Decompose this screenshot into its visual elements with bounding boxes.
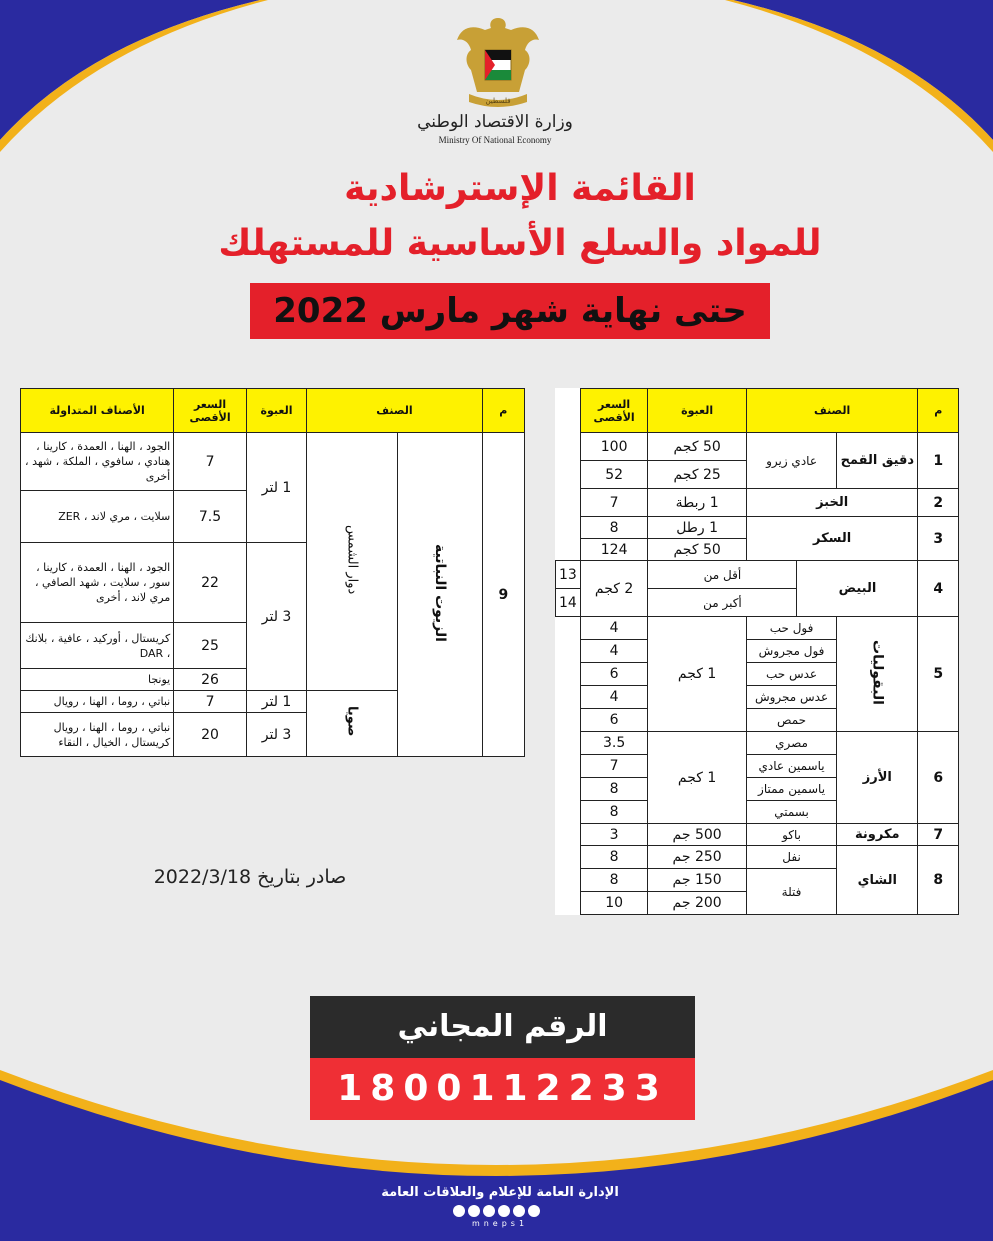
item-price: 100 [580, 433, 648, 461]
item-type: فتلة [746, 869, 836, 915]
item-brands: سلايت ، مري لاند ، ZER [21, 491, 174, 543]
item-type: أقل من [648, 561, 797, 589]
item-name: الأرز [837, 732, 918, 824]
row-num: 6 [918, 732, 959, 824]
item-brands: الجود ، الهنا ، العمدة ، كارينا ، هنادي ، سافوي ، الملكة ، شهد ، أخرى [21, 433, 174, 491]
item-package: 500 جم [648, 824, 746, 846]
header-item: الصنف [307, 389, 482, 433]
row-num: 1 [918, 433, 959, 489]
item-brands: نباتي ، روما ، الهنا ، رويال كريستال ، الخيال ، النقاء [21, 713, 174, 757]
item-price: 7 [174, 691, 247, 713]
item-type: باكو [746, 824, 836, 846]
item-brands: الجود ، الهنا ، العمدة ، كارينا ، سور ، سلايت ، شهد الصافي ، مري لاند ، أخرى [21, 543, 174, 623]
header-num: م [918, 389, 959, 433]
row-num: 5 [918, 617, 959, 732]
header-max-price: السعر الأقصى [580, 389, 648, 433]
sunflower-cell [307, 433, 398, 691]
svg-text:فلسطين: فلسطين [485, 97, 511, 105]
item-price: 13 [556, 561, 581, 589]
period-banner: حتى نهاية شهر مارس 2022 [250, 283, 770, 339]
web-icon[interactable] [528, 1205, 540, 1217]
item-price: 14 [556, 589, 581, 617]
item-package: 50 كجم [648, 539, 746, 561]
item-name-vertical [837, 617, 918, 732]
page-title-line2: للمواد والسلع الأساسية للمستهلك [218, 223, 822, 264]
issue-date: صادر بتاريخ 2022/3/18 [153, 866, 347, 888]
item-type: ياسمين ممتاز [746, 778, 836, 801]
telegram-icon[interactable] [453, 1205, 465, 1217]
item-brands: نباتي ، روما ، الهنا ، رويال [21, 691, 174, 713]
item-price: 10 [580, 892, 648, 915]
header-item: الصنف [746, 389, 918, 433]
item-package: 1 لتر [246, 433, 306, 543]
social-handle: mneps1 [471, 1219, 529, 1228]
item-price: 20 [174, 713, 247, 757]
header-brands: الأصناف المتداولة [21, 389, 174, 433]
ministry-name-arabic: وزارة الاقتصاد الوطني [417, 112, 573, 132]
item-name: الشاي [837, 846, 918, 915]
item-brands: كريستال ، أوركيد ، عافية ، بلانك ، DAR [21, 623, 174, 669]
soy-cell [307, 691, 398, 757]
item-price: 7 [174, 433, 247, 491]
row-num: 3 [918, 517, 959, 561]
row-num: 9 [482, 433, 524, 757]
item-name: البقوليات [869, 639, 886, 705]
item-type: عدس مجروش [746, 686, 836, 709]
item-package: 3 لتر [246, 713, 306, 757]
instagram-icon[interactable] [468, 1205, 480, 1217]
item-type: عادي زيرو [746, 433, 836, 489]
category-cell [398, 433, 483, 757]
header-num: م [482, 389, 524, 433]
item-price: 4 [580, 686, 648, 709]
header-max-price: السعر الأقصى [174, 389, 247, 433]
item-type: فول مجروش [746, 640, 836, 663]
item-price: 4 [580, 640, 648, 663]
item-name: الخبز [746, 489, 918, 517]
row-num: 2 [918, 489, 959, 517]
item-price: 52 [580, 461, 648, 489]
item-type: عدس حب [746, 663, 836, 686]
item-price: 8 [580, 846, 648, 869]
facebook-icon[interactable] [513, 1205, 525, 1217]
item-type: أكبر من [648, 589, 797, 617]
item-package: 50 كجم [648, 433, 746, 461]
header-package: العبوة [648, 389, 746, 433]
item-price: 22 [174, 543, 247, 623]
item-price: 124 [580, 539, 648, 561]
item-price: 3.5 [580, 732, 648, 755]
item-name: مكرونة [837, 824, 918, 846]
page-title-line1: القائمة الإسترشادية [344, 168, 696, 209]
item-price: 8 [580, 869, 648, 892]
item-package: 1 لتر [246, 691, 306, 713]
item-package: 3 لتر [246, 543, 306, 691]
department-name: الإدارة العامة للإعلام والعلاقات العامة [381, 1185, 619, 1200]
palestine-eagle-emblem [455, 14, 541, 112]
item-price: 3 [580, 824, 648, 846]
item-type: مصري [746, 732, 836, 755]
item-type: نفل [746, 846, 836, 869]
item-price: 8 [580, 517, 648, 539]
item-price: 4 [580, 617, 648, 640]
item-name: دقيق القمح [837, 433, 918, 489]
item-package: 1 رطل [648, 517, 746, 539]
item-price: 8 [580, 801, 648, 824]
item-package: 150 جم [648, 869, 746, 892]
item-package: 25 كجم [648, 461, 746, 489]
ministry-name-english: Ministry Of National Economy [438, 135, 552, 145]
category-name: الزيوت النباتية [431, 543, 448, 642]
item-name: السكر [746, 517, 918, 561]
item-name: البيض [797, 561, 918, 617]
item-price: 8 [580, 778, 648, 801]
row-num: 4 [918, 561, 959, 617]
youtube-icon[interactable] [483, 1205, 495, 1217]
sunflower-label: دوار الشمس [344, 524, 360, 595]
item-type: ياسمين عادي [746, 755, 836, 778]
social-icons [452, 1204, 544, 1218]
price-table-right [555, 388, 959, 915]
item-type: فول حب [746, 617, 836, 640]
item-price: 25 [174, 623, 247, 669]
soy-label: صويا [344, 706, 360, 737]
price-table-left [20, 388, 525, 757]
twitter-icon[interactable] [498, 1205, 510, 1217]
row-num: 7 [918, 824, 959, 846]
item-price: 26 [174, 669, 247, 691]
row-num: 8 [918, 846, 959, 915]
item-type: حمص [746, 709, 836, 732]
free-number[interactable]: 1800112233 [310, 1058, 695, 1120]
item-price: 6 [580, 663, 648, 686]
free-number-label: الرقم المجاني [310, 996, 695, 1058]
item-price: 7 [580, 489, 648, 517]
item-package: 250 جم [648, 846, 746, 869]
item-price: 7.5 [174, 491, 247, 543]
item-package: 1 كجم [648, 732, 746, 824]
item-type: بسمتي [746, 801, 836, 824]
item-price: 6 [580, 709, 648, 732]
item-package: 200 جم [648, 892, 746, 915]
item-package: 1 كجم [648, 617, 746, 732]
item-price: 7 [580, 755, 648, 778]
item-package: 1 ربطة [648, 489, 746, 517]
header-package: العبوة [246, 389, 306, 433]
item-package: 2 كجم [580, 561, 648, 617]
item-brands: يونجا [21, 669, 174, 691]
